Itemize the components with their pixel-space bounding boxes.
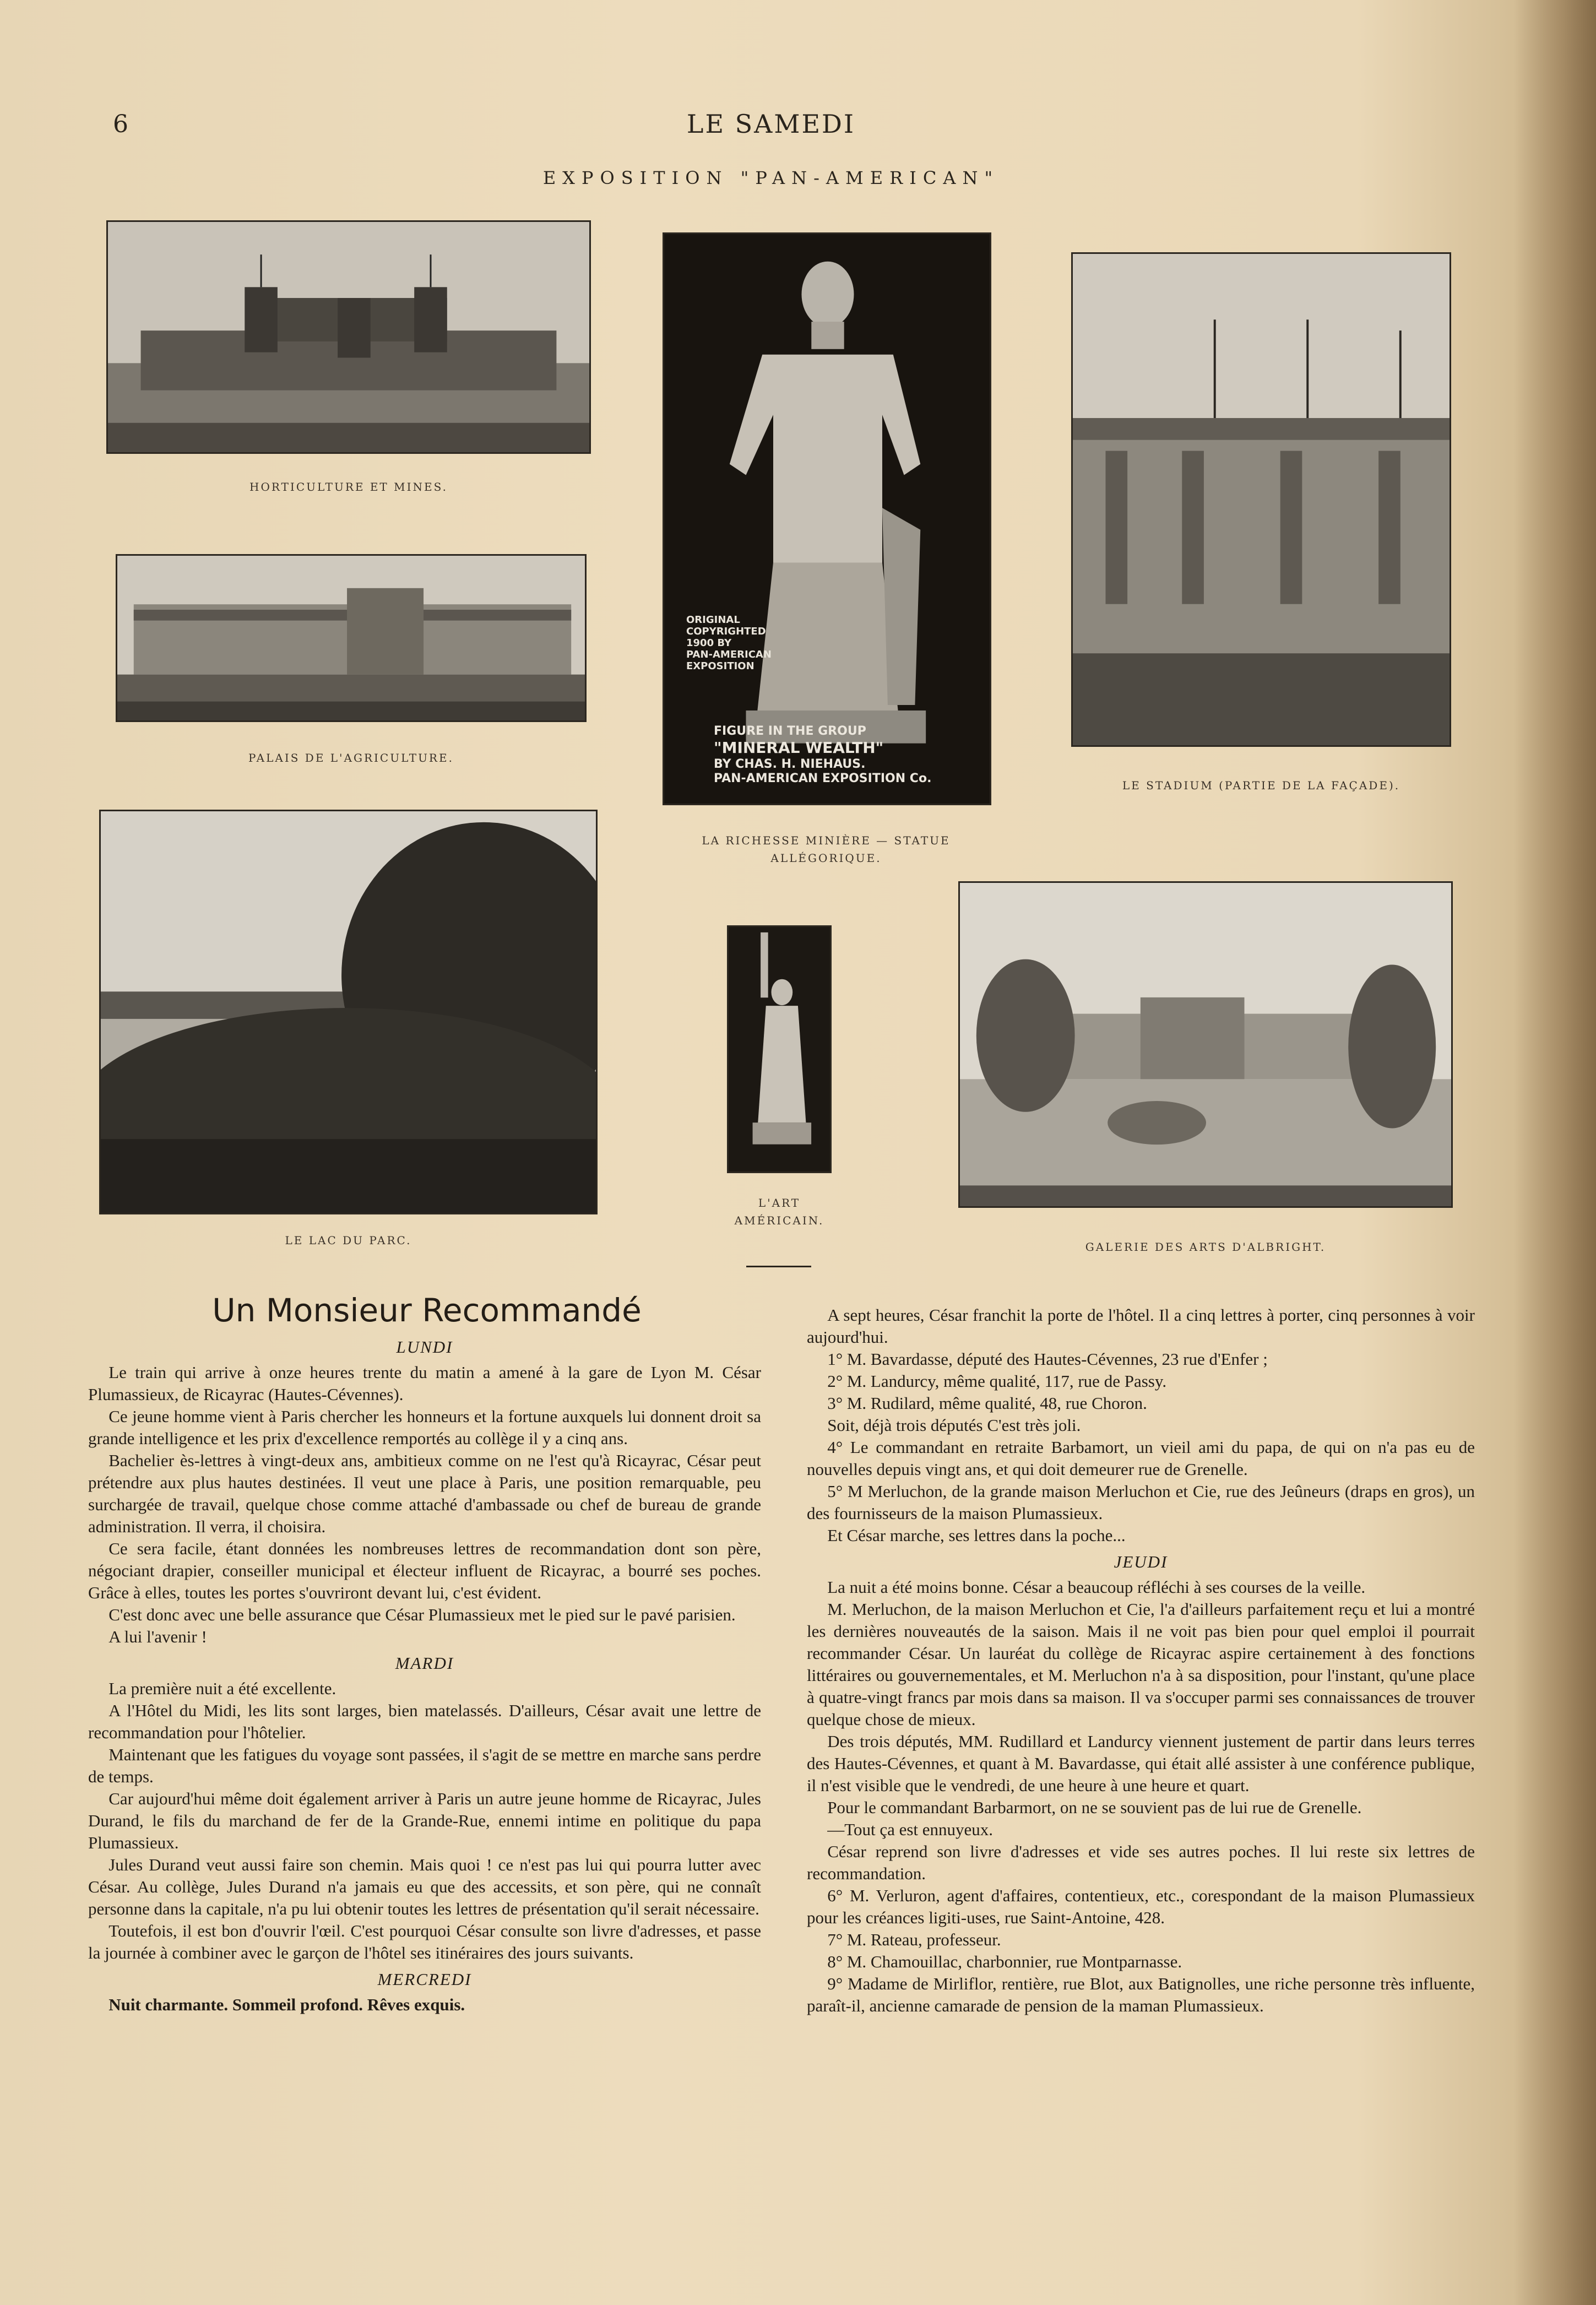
copyright-line: EXPOSITION xyxy=(686,660,754,672)
article-paragraph: 6° M. Verluron, agent d'affaires, contentieux, etc., corespondant de la maison Plumassieux pour les créances ligiti-uses, rue Saint-Antoine, 428. xyxy=(807,1886,1475,1927)
article-paragraph: 8° M. Chamouillac, charbonnier, rue Montparnasse. xyxy=(827,1952,1182,1971)
article-paragraph: Ce jeune homme vient à Paris chercher les honneurs et la fortune auxquels lui donnent droit sa grande intelligence et les prix d'excellence remportés au collège il y a cinq ans. xyxy=(88,1407,761,1448)
article-paragraph: C'est donc avec une belle assurance que César Plumassieux met le pied sur le pavé parisien. xyxy=(108,1605,736,1624)
mineral-wealth-statue-photo xyxy=(663,232,991,805)
article-paragraph: A l'Hôtel du Midi, les lits sont larges, bien matelassés. D'ailleurs, César avait une lettre de recommandation pour l'hôtelier. xyxy=(88,1701,761,1742)
article-paragraph: 1° M. Bavardasse, député des Hautes-Cévennes, 23 rue d'Enfer ; xyxy=(827,1349,1268,1369)
article-paragraph: La nuit a été moins bonne. César a beaucoup réfléchi à ses courses de la veille. xyxy=(827,1577,1366,1597)
article-paragraph: 9° Madame de Mirliflor, rentière, rue Blot, aux Batignolles, une riche personne très influente, paraît-il, ancienne camarade de pension de la maman Plumassieux. xyxy=(807,1974,1475,2015)
caption-statue: LA RICHESSE MINIÈRE — STATUE ALLÉGORIQUE. xyxy=(702,834,951,865)
article-title: Un Monsieur Recommandé xyxy=(212,1292,642,1329)
stadium-engraving xyxy=(1071,252,1451,747)
copyright-line: ORIGINAL xyxy=(686,614,740,626)
article-paragraph: 4° Le commandant en retraite Barbamort, un vieil ami du papa, de qui on n'a pas eu de nouvelles depuis vingt ans, et qui doit demeurer rue de Grenelle. xyxy=(807,1438,1475,1479)
article-paragraph: Des trois députés, MM. Rudillard et Landurcy viennent justement de partir dans leurs terres des Hautes-Cévennes, et quant à M. Bavardasse, qui était allé assister à une conférence publique, il n'est visible que le vendredi, de une heure à une heure et quart. xyxy=(807,1732,1475,1795)
copyright-line: COPYRIGHTED xyxy=(686,626,766,637)
article-paragraph: Ce sera facile, étant données les nombreuses lettres de recommandation dont son père, négociant drapier, conseiller municipal et électeur influent de Ricayrac, a bourré ses poches. Grâce à elles, toutes les portes s'ouvriront devant lui, c'est évident. xyxy=(88,1539,761,1602)
article-paragraph: Pour le commandant Barbarmort, on ne se souvient pas de lui rue de Grenelle. xyxy=(827,1798,1362,1817)
article-paragraph: Car aujourd'hui même doit également arriver à Paris un autre jeune homme de Ricayrac, Jules Durand, le fils du marchand de fer de la Grande-Rue, ennemi intime en politique du papa Plumassieux. xyxy=(88,1789,761,1852)
caption-galerie: GALERIE DES ARTS D'ALBRIGHT. xyxy=(1085,1240,1326,1254)
article-left-column xyxy=(88,1332,761,2016)
article-right-column xyxy=(807,1304,1475,2017)
day-heading: JEUDI xyxy=(1114,1552,1168,1571)
caption-lac: LE LAC DU PARC. xyxy=(285,1234,412,1247)
article-paragraph: Jules Durand veut aussi faire son chemin. Mais quoi ! ce n'est pas lui qui pourra lutter avec César. Au collège, Jules Durand n'a jamais eu que des accessits, et son père, qui ne connaît personne dans la capitale, n'a pu lui obtenir toutes les lettres de présentation qu'il serait nécessaire. xyxy=(88,1855,761,1918)
article-paragraph: Bachelier ès-lettres à vingt-deux ans, ambitieux comme on ne l'est qu'à Ricayrac, César peut prétendre aux plus hautes destinées. Il veut une place à Paris, une position remarquable, peu surchargée de travail, quelque chose comme attaché d'ambassade ou chef de bureau de grande administration. Il verra, il choisira. xyxy=(88,1451,761,1536)
plate-line: FIGURE IN THE GROUP xyxy=(714,724,866,738)
divider-rule xyxy=(746,1266,811,1267)
plate-line: PAN-AMERICAN EXPOSITION Co. xyxy=(714,772,932,785)
horticulture-engraving xyxy=(106,220,591,454)
article-paragraph: A lui l'avenir ! xyxy=(108,1627,207,1646)
copyright-line: PAN-AMERICAN xyxy=(686,649,772,660)
article-paragraph: Soit, déjà trois députés C'est très joli. xyxy=(827,1415,1081,1435)
article-paragraph: Et César marche, ses lettres dans la poche... xyxy=(827,1526,1126,1545)
article-paragraph: M. Merluchon, de la maison Merluchon et Cie, l'a d'ailleurs parfaitement reçu et lui a montré les dernières nouveautés de la saison. Mais il ne voit pas bien pour quel emploi il pourrait recommander César. Un lauréat du collège de Ricayrac aspire certainement à des fonctions littéraires ou gouvernementales, et M. Merluchon n'a à sa disposition, pour l'instant, qu'une place à quatre-vingt francs par mois dans sa maison. Il va s'occuper parmi ses connaissances de trouver quelque chose de mieux. xyxy=(807,1599,1475,1729)
article-paragraph: 2° M. Landurcy, même qualité, 117, rue de Passy. xyxy=(827,1371,1167,1391)
day-heading: MARDI xyxy=(395,1653,454,1673)
article-paragraph: 7° M. Rateau, professeur. xyxy=(827,1930,1001,1949)
caption-agriculture: PALAIS DE L'AGRICULTURE. xyxy=(248,751,454,764)
article-paragraph: César reprend son livre d'adresses et vide ses autres poches. Il lui reste six lettres de recommandation. xyxy=(807,1842,1475,1883)
plate-line: "MINERAL WEALTH" xyxy=(714,739,884,757)
section-title: EXPOSITION "PAN-AMERICAN" xyxy=(542,167,1000,188)
caption-art: L'ART AMÉRICAIN. xyxy=(734,1196,824,1227)
statue-copyright-text xyxy=(686,614,796,672)
page-binding-shadow xyxy=(1513,0,1596,2305)
article-paragraph: La première nuit a été excellente. xyxy=(108,1679,336,1698)
article-paragraph: 3° M. Rudilard, même qualité, 48, rue Choron. xyxy=(827,1393,1147,1413)
day-heading: LUNDI xyxy=(396,1337,453,1357)
article-paragraph: Nuit charmante. Sommeil profond. Rêves exquis. xyxy=(108,1995,465,2014)
agriculture-engraving xyxy=(116,554,587,722)
journal-title: LE SAMEDI xyxy=(686,109,856,139)
caption-stadium: LE STADIUM (PARTIE DE LA FAÇADE). xyxy=(1122,779,1400,792)
article-paragraph: A sept heures, César franchit la porte de l'hôtel. Il a cinq lettres à porter, cinq personnes à voir aujourd'hui. xyxy=(807,1305,1475,1347)
day-heading: MERCREDI xyxy=(377,1970,472,1989)
article-paragraph: Maintenant que les fatigues du voyage sont passées, il s'agit de se mettre en marche sans perdre de temps. xyxy=(88,1745,761,1786)
copyright-line: 1900 BY xyxy=(686,637,732,649)
lake-photo xyxy=(99,810,598,1214)
statue-plate-title xyxy=(714,724,978,786)
american-art-statuette-photo xyxy=(727,925,832,1173)
caption-horticulture: HORTICULTURE ET MINES. xyxy=(249,480,448,493)
article-paragraph: 5° M Merluchon, de la grande maison Merluchon et Cie, rue des Jeûneurs (draps en gros), un des fournisseurs de la maison Plumassieux. xyxy=(807,1482,1475,1523)
plate-line: BY CHAS. H. NIEHAUS. xyxy=(714,757,866,771)
article-paragraph: Le train qui arrive à onze heures trente du matin a amené à la gare de Lyon M. César Plumassieux, de Ricayrac (Hautes-Cévennes). xyxy=(88,1363,761,1404)
article-paragraph: Toutefois, il est bon d'ouvrir l'œil. C'est pourquoi César consulte son livre d'adresses, et passe la journée à combiner avec le garçon de l'hôtel ses itinéraires des jours suivants. xyxy=(88,1921,761,1962)
page-number: 6 xyxy=(113,110,128,138)
albright-gallery-engraving xyxy=(958,881,1453,1208)
article-paragraph: —Tout ça est ennuyeux. xyxy=(827,1820,994,1839)
